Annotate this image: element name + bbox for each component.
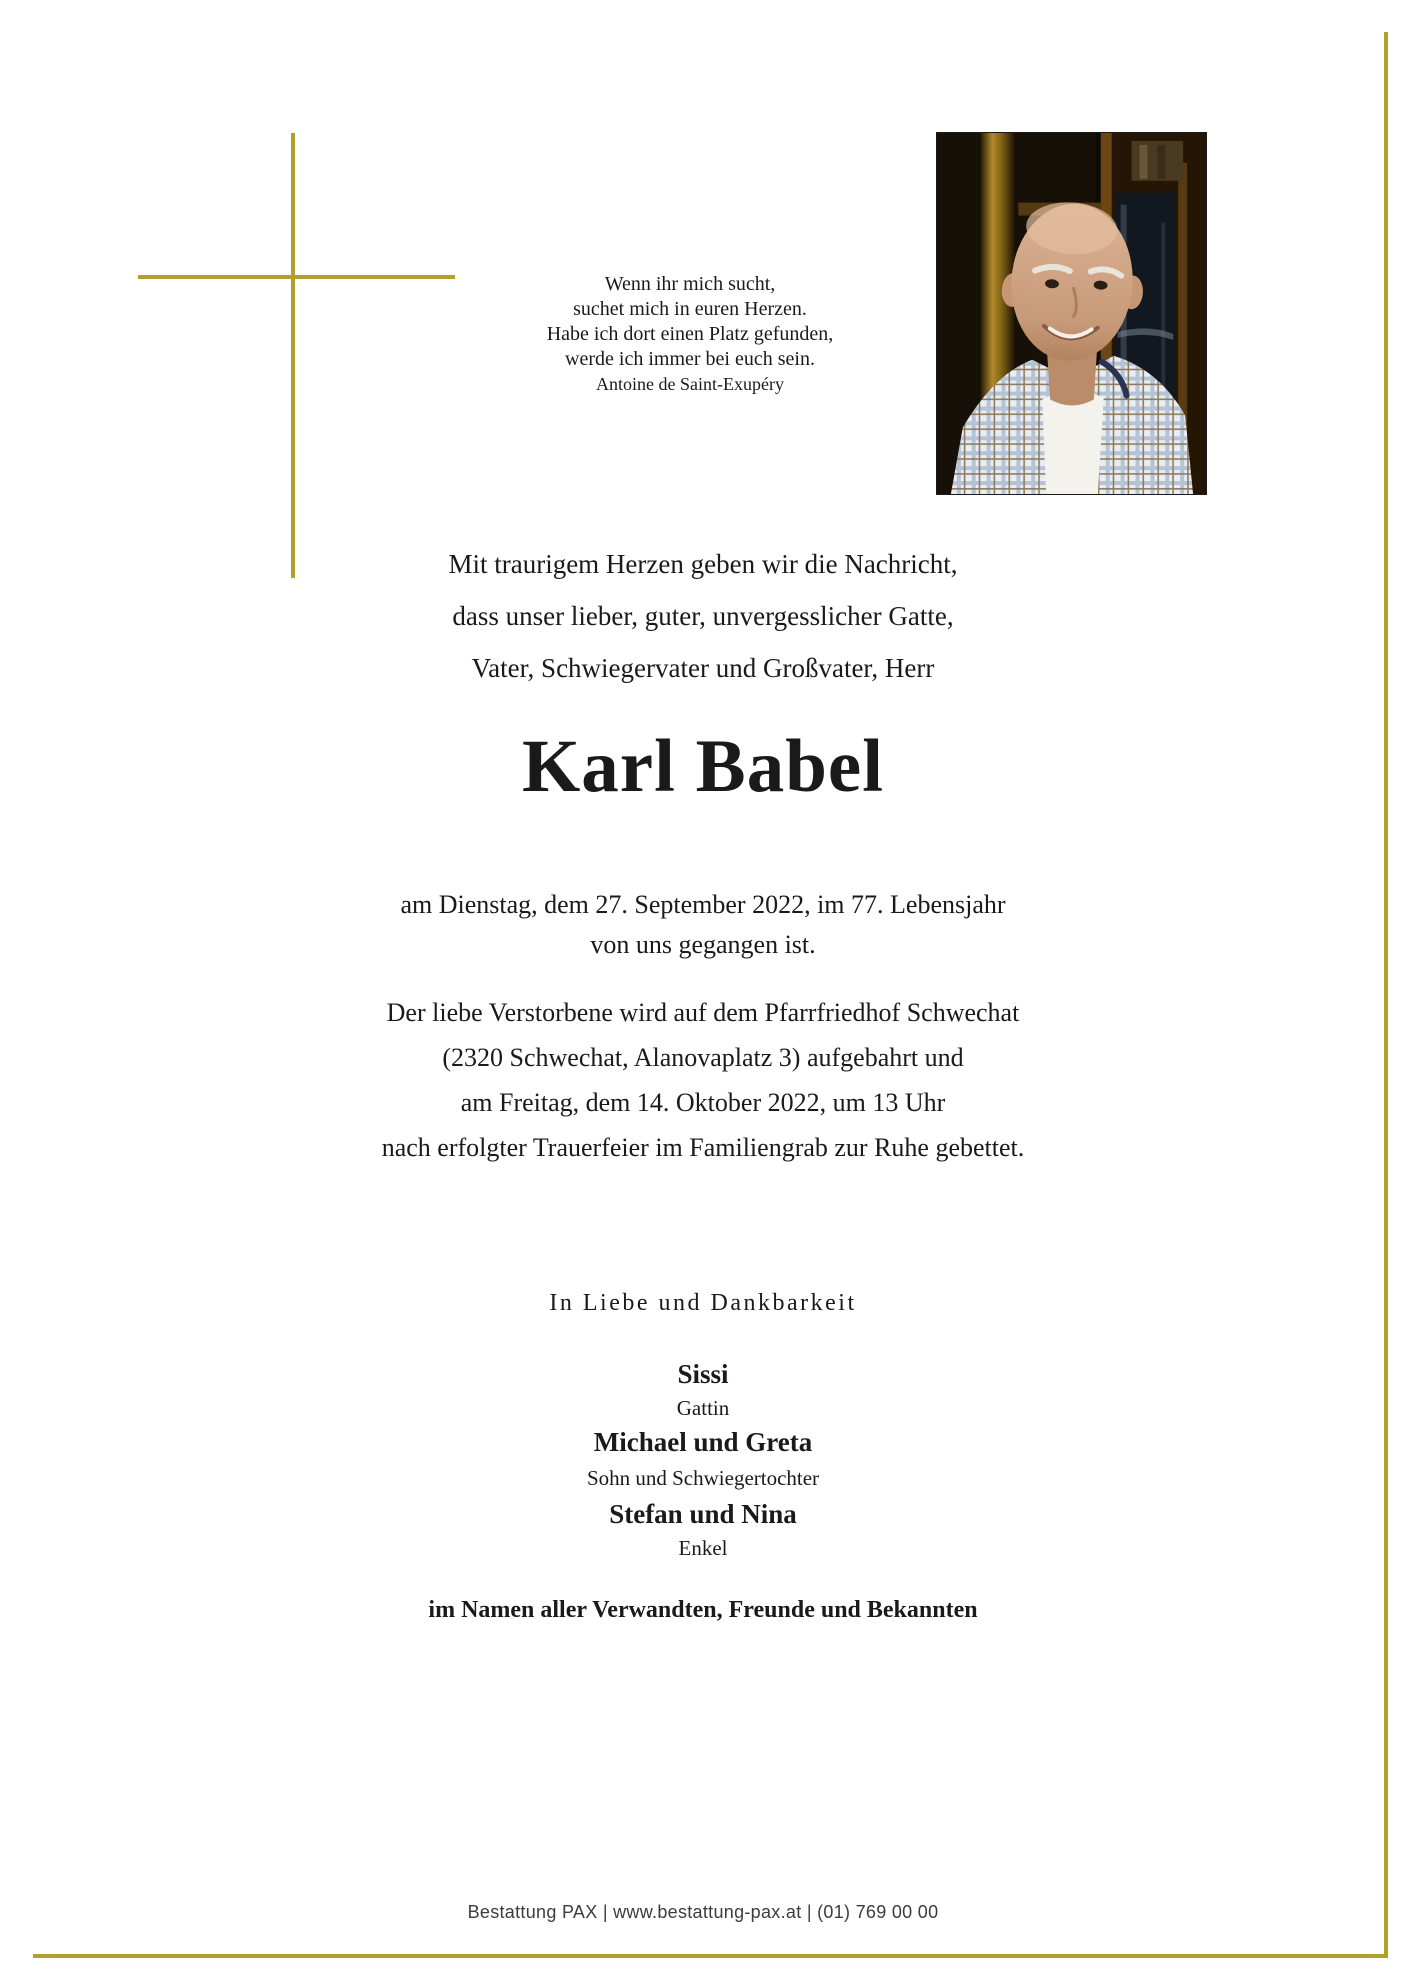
mourner-name: Stefan und Nina [609,1499,797,1529]
funeral-detail-line: Der liebe Verstorbene wird auf dem Pfarrfriedhof Schwechat [386,998,1020,1027]
quote-line: Habe ich dort einen Platz gefunden, [546,323,834,345]
announcement-line: Mit traurigem Herzen geben wir die Nachricht, [448,549,958,579]
mourner-name: Sissi [677,1359,729,1389]
portrait-illustration [937,133,1206,494]
gold-frame-bottom-line [33,1954,1388,1958]
memorial-quote [440,272,940,397]
mourner-relation: Enkel [678,1536,728,1560]
cross-horizontal-bar [138,275,455,279]
deceased-photo [936,132,1207,495]
funeral-home-footer: Bestattung PAX | www.bestattung-pax.at | (01) 769 00 00 [467,1902,939,1922]
cross-vertical-bar [291,133,295,578]
announcement-line: dass unser lieber, guter, unvergesslicher Gatte, [452,601,954,631]
funeral-detail-line: (2320 Schwechat, Alanovaplatz 3) aufgebahrt und [442,1043,964,1072]
quote-line: suchet mich in euren Herzen. [573,298,807,320]
funeral-detail-line: am Freitag, dem 14. Oktober 2022, um 13 Uhr [460,1088,946,1117]
gold-frame-right-line [1384,32,1388,1958]
death-notice-line: am Dienstag, dem 27. September 2022, im 77. Lebensjahr [400,890,1006,919]
quote-line: Wenn ihr mich sucht, [604,273,776,295]
quote-attribution: Antoine de Saint-Exupéry [596,374,784,394]
closing-phrase: In Liebe und Dankbarkeit [549,1290,857,1316]
on-behalf-line: im Namen aller Verwandten, Freunde und Bekannten [428,1597,978,1623]
deceased-name: Karl Babel [521,725,885,808]
mourner-relation: Gattin [676,1396,730,1420]
quote-line: werde ich immer bei euch sein. [565,348,815,370]
announcement-line: Vater, Schwiegervater und Großvater, Herr [471,653,935,683]
funeral-detail-line: nach erfolgter Trauerfeier im Familiengrab zur Ruhe gebettet. [381,1133,1025,1162]
death-notice-line: von uns gegangen ist. [590,930,816,959]
mourner-relation: Sohn und Schwiegertochter [586,1466,820,1490]
mourner-name: Michael und Greta [593,1427,813,1457]
